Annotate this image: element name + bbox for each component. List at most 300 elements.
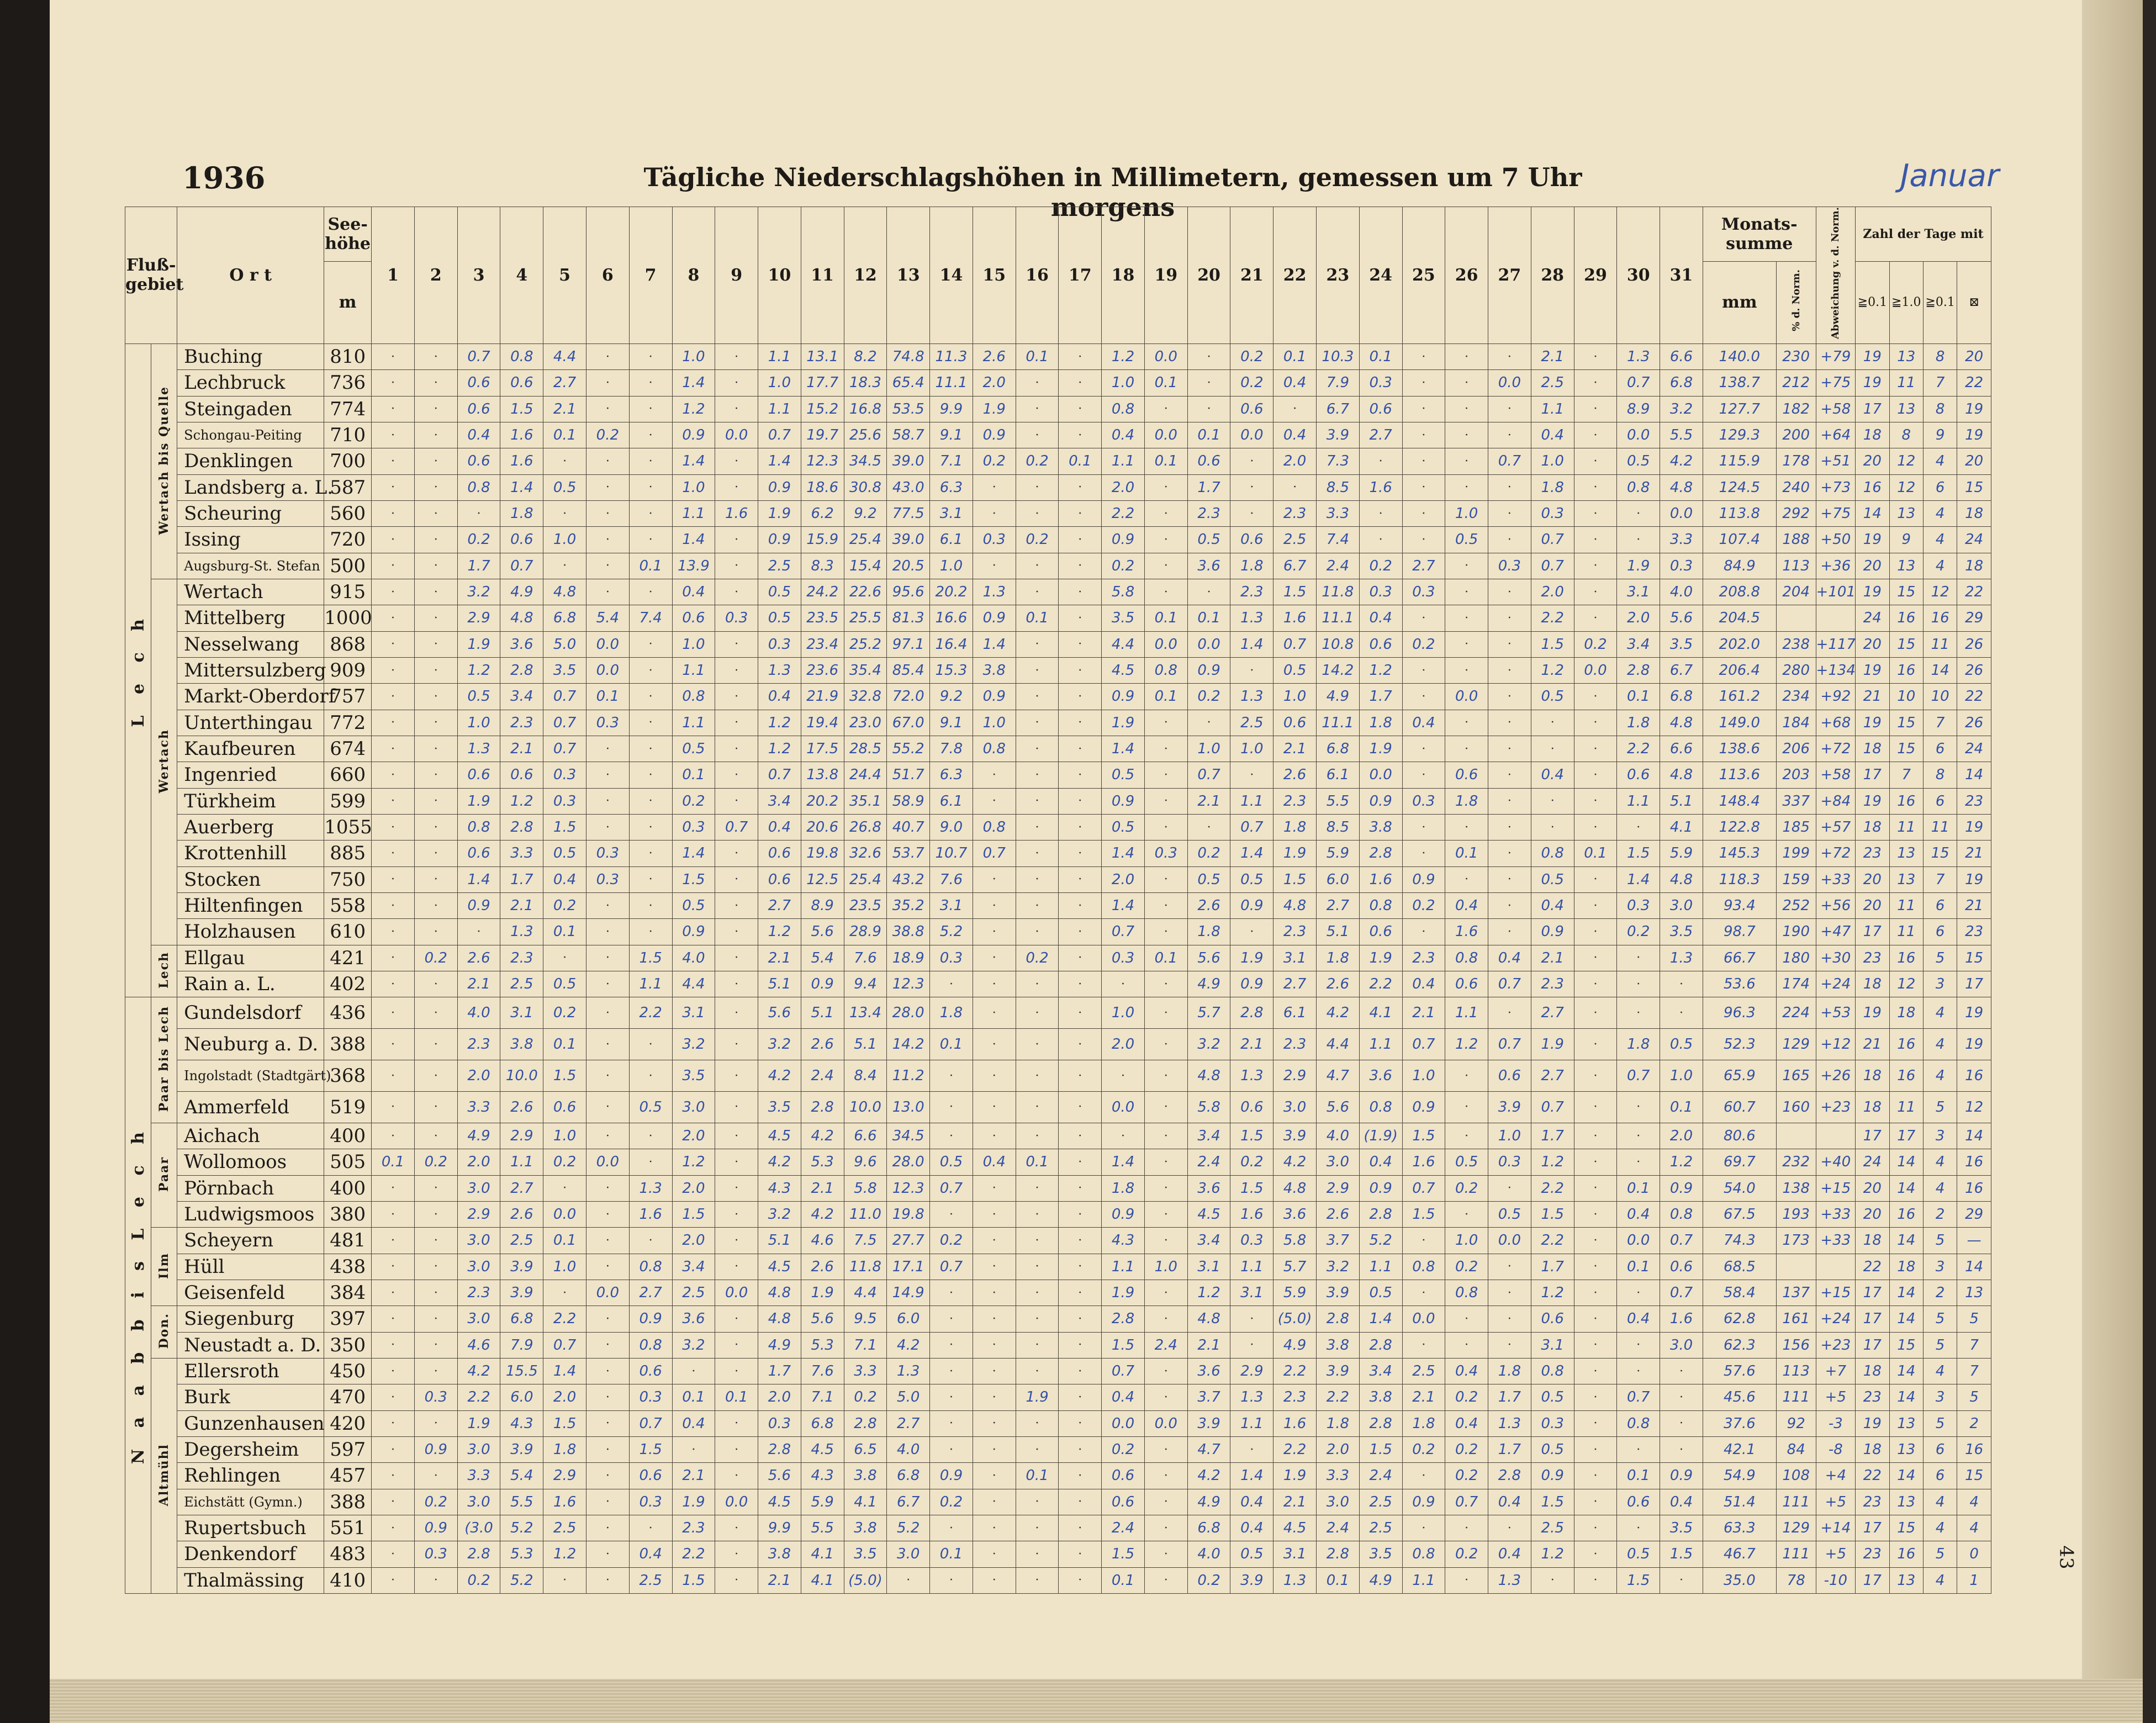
summary-n2: 10 xyxy=(1889,684,1923,710)
daily-value: · xyxy=(543,448,586,474)
daily-value: 0.4 xyxy=(758,684,801,710)
daily-value: 7.6 xyxy=(801,1358,844,1384)
daily-value: 4.9 xyxy=(758,1332,801,1358)
daily-value: 0.1 xyxy=(930,1029,973,1060)
daily-value: 2.6 xyxy=(973,343,1016,369)
station-name: Geisenfeld xyxy=(177,1280,324,1306)
daily-value: · xyxy=(586,1091,629,1123)
table-row xyxy=(125,1410,1991,1436)
daily-value: · xyxy=(1144,997,1187,1029)
daily-value: 2.0 xyxy=(1102,866,1145,892)
summary-mm: 45.6 xyxy=(1703,1384,1776,1410)
daily-value: · xyxy=(1273,396,1317,422)
summary-n3: 6 xyxy=(1923,1463,1957,1489)
daily-value: · xyxy=(586,892,629,918)
daily-value: · xyxy=(1016,736,1059,762)
daily-value: 1.5 xyxy=(1102,1332,1145,1358)
daily-value: · xyxy=(586,448,629,474)
daily-value: 3.6 xyxy=(1273,1201,1317,1227)
daily-value: 2.2 xyxy=(1531,605,1574,631)
daily-value: 3.3 xyxy=(457,1463,500,1489)
daily-value: 0.4 xyxy=(1445,1410,1488,1436)
daily-value: 6.5 xyxy=(844,1436,887,1462)
daily-value: · xyxy=(629,631,672,657)
daily-value: 9.9 xyxy=(758,1515,801,1541)
summary-a: +57 xyxy=(1816,814,1856,840)
daily-value: 3.5 xyxy=(1359,1541,1402,1567)
daily-value: 1.4 xyxy=(1102,841,1145,866)
daily-value: 0.8 xyxy=(629,1254,672,1280)
summary-n4: 23 xyxy=(1957,919,1991,945)
daily-value: 0.7 xyxy=(758,422,801,448)
summary-mm: 208.8 xyxy=(1703,579,1776,605)
daily-value: · xyxy=(1488,866,1531,892)
station-elevation: 700 xyxy=(324,448,372,474)
summary-n3: 16 xyxy=(1923,605,1957,631)
daily-value: 2.7 xyxy=(629,1280,672,1306)
daily-value: 0.6 xyxy=(500,527,543,553)
daily-value: · xyxy=(930,1280,973,1306)
summary-a: +33 xyxy=(1816,1228,1856,1254)
daily-value: 2.8 xyxy=(758,1436,801,1462)
daily-value: · xyxy=(1574,422,1617,448)
daily-value: 3.0 xyxy=(457,1489,500,1515)
daily-value: · xyxy=(1488,919,1531,945)
daily-value: 1.6 xyxy=(1445,919,1488,945)
summary-n2: 12 xyxy=(1889,474,1923,500)
daily-value: 2.7 xyxy=(500,1175,543,1201)
daily-value: 51.7 xyxy=(887,762,930,788)
daily-value: 0.9 xyxy=(1187,657,1230,683)
daily-value: 3.3 xyxy=(1660,527,1703,553)
daily-value: 1.1 xyxy=(1531,396,1574,422)
daily-value: · xyxy=(1531,1567,1574,1594)
daily-value: 0.5 xyxy=(1531,1436,1574,1462)
daily-value: 2.0 xyxy=(1102,474,1145,500)
daily-value: · xyxy=(930,1306,973,1332)
daily-value: 0.6 xyxy=(1187,448,1230,474)
daily-value: · xyxy=(543,1175,586,1201)
daily-value: 2.7 xyxy=(1531,997,1574,1029)
header-day: 12 xyxy=(844,207,887,344)
summary-n2: 14 xyxy=(1889,1228,1923,1254)
daily-value: 1.0 xyxy=(672,343,715,369)
daily-value: 2.5 xyxy=(500,1228,543,1254)
daily-value: 19.4 xyxy=(801,710,844,736)
daily-value: · xyxy=(973,1384,1016,1410)
daily-value: 5.9 xyxy=(1273,1280,1317,1306)
daily-value: · xyxy=(715,474,758,500)
daily-value: 34.5 xyxy=(887,1123,930,1149)
daily-value: · xyxy=(715,1436,758,1462)
table-row xyxy=(125,762,1991,788)
daily-value: 3.2 xyxy=(1660,396,1703,422)
summary-n2: 13 xyxy=(1889,866,1923,892)
daily-value: 72.0 xyxy=(887,684,930,710)
summary-n3: 5 xyxy=(1923,1332,1957,1358)
daily-value: 3.8 xyxy=(1316,1332,1359,1358)
daily-value: 2.3 xyxy=(1187,500,1230,526)
daily-value: · xyxy=(1144,1436,1187,1462)
year: 1936 xyxy=(182,160,266,195)
daily-value: 2.1 xyxy=(1187,788,1230,814)
summary-n3: 4 xyxy=(1923,1489,1957,1515)
daily-value: · xyxy=(1230,448,1273,474)
summary-a: +24 xyxy=(1816,1306,1856,1332)
daily-value: · xyxy=(629,866,672,892)
station-elevation: 610 xyxy=(324,919,372,945)
daily-value: · xyxy=(586,814,629,840)
summary-a: +53 xyxy=(1816,997,1856,1029)
daily-value: 5.8 xyxy=(1102,579,1145,605)
subbasin-text: Altmühl xyxy=(157,1443,172,1507)
daily-value: · xyxy=(1144,1091,1187,1123)
daily-value: 2.8 xyxy=(1359,1332,1402,1358)
daily-value: 0.3 xyxy=(1359,579,1402,605)
daily-value: 0.6 xyxy=(1488,1060,1531,1092)
daily-value: 2.5 xyxy=(1359,1515,1402,1541)
station-name: Auerberg xyxy=(177,814,324,840)
daily-value: 0.8 xyxy=(457,474,500,500)
daily-value: 0.6 xyxy=(1230,1091,1273,1123)
daily-value: · xyxy=(1488,527,1531,553)
daily-value: · xyxy=(586,1306,629,1332)
daily-value: · xyxy=(1059,892,1102,918)
daily-value: · xyxy=(586,1228,629,1254)
daily-value: 7.4 xyxy=(629,605,672,631)
summary-mm: 113.8 xyxy=(1703,500,1776,526)
daily-value: · xyxy=(1144,1515,1187,1541)
daily-value: 1.6 xyxy=(1402,1149,1445,1175)
summary-n3: 4 xyxy=(1923,1358,1957,1384)
daily-value: 2.3 xyxy=(1273,1029,1317,1060)
daily-value: · xyxy=(414,1029,457,1060)
table-row xyxy=(125,971,1991,997)
summary-a: +84 xyxy=(1816,788,1856,814)
summary-n2: 13 xyxy=(1889,396,1923,422)
station-name: Buching xyxy=(177,343,324,369)
summary-mm: 107.4 xyxy=(1703,527,1776,553)
subbasin-text: Lech xyxy=(157,951,172,989)
daily-value: 7.6 xyxy=(930,866,973,892)
station-elevation: 868 xyxy=(324,631,372,657)
daily-value: 2.6 xyxy=(500,1201,543,1227)
table-row xyxy=(125,1463,1991,1489)
daily-value: 2.2 xyxy=(672,1541,715,1567)
summary-n2: 13 xyxy=(1889,1567,1923,1594)
daily-value: 0.8 xyxy=(457,814,500,840)
table-row xyxy=(125,919,1991,945)
daily-value: 2.2 xyxy=(1531,1175,1574,1201)
daily-value: · xyxy=(1059,1332,1102,1358)
daily-value: 16.4 xyxy=(930,631,973,657)
daily-value: 5.7 xyxy=(1187,997,1230,1029)
summary-a: +79 xyxy=(1816,343,1856,369)
daily-value: · xyxy=(973,1175,1016,1201)
daily-value: · xyxy=(1445,710,1488,736)
daily-value: 3.0 xyxy=(457,1175,500,1201)
daily-value: · xyxy=(1574,710,1617,736)
daily-value: 3.0 xyxy=(1316,1489,1359,1515)
daily-value: 1.4 xyxy=(1102,1149,1145,1175)
daily-value: 3.8 xyxy=(758,1541,801,1567)
daily-value: 0.7 xyxy=(1488,448,1531,474)
station-name: Degersheim xyxy=(177,1436,324,1462)
page-number: 43 xyxy=(2055,1545,2078,1569)
daily-value: 0.3 xyxy=(758,1410,801,1436)
daily-value: 2.0 xyxy=(1316,1436,1359,1462)
daily-value: 13.0 xyxy=(887,1091,930,1123)
daily-value: · xyxy=(543,945,586,971)
daily-value: · xyxy=(973,1228,1016,1254)
daily-value: 1.6 xyxy=(1359,866,1402,892)
daily-value: 0.5 xyxy=(543,474,586,500)
table-row xyxy=(125,814,1991,840)
summary-n1: 24 xyxy=(1856,605,1889,631)
summary-p: 84 xyxy=(1776,1436,1816,1462)
daily-value: 3.8 xyxy=(500,1029,543,1060)
daily-value: 4.8 xyxy=(1660,866,1703,892)
header-seehoehe-unit: m xyxy=(324,261,372,343)
daily-value: 15.4 xyxy=(844,553,887,579)
summary-n2: 16 xyxy=(1889,657,1923,683)
summary-n4: 16 xyxy=(1957,1060,1991,1092)
daily-value: 4.0 xyxy=(887,1436,930,1462)
daily-value: · xyxy=(1574,1410,1617,1436)
daily-value: 1.7 xyxy=(1488,1384,1531,1410)
daily-value: · xyxy=(715,971,758,997)
daily-value: 5.4 xyxy=(801,945,844,971)
daily-value: 5.8 xyxy=(844,1175,887,1201)
daily-value: 0.5 xyxy=(543,841,586,866)
daily-value: 0.2 xyxy=(672,788,715,814)
summary-mm: 37.6 xyxy=(1703,1410,1776,1436)
daily-value: 0.2 xyxy=(414,945,457,971)
daily-value: 3.9 xyxy=(1488,1091,1531,1123)
daily-value: 19.7 xyxy=(801,422,844,448)
station-elevation: 560 xyxy=(324,500,372,526)
daily-value: 1.4 xyxy=(543,1358,586,1384)
subbasin-text: Paar bis Lech xyxy=(157,1006,172,1112)
daily-value: 3.4 xyxy=(672,1254,715,1280)
daily-value: · xyxy=(973,1410,1016,1436)
daily-value: 1.5 xyxy=(1273,866,1317,892)
daily-value: 2.0 xyxy=(457,1060,500,1092)
daily-value: 0.7 xyxy=(1402,1175,1445,1201)
subbasin-label xyxy=(151,1306,177,1359)
daily-value: 1.5 xyxy=(1617,841,1660,866)
daily-value: · xyxy=(1016,1060,1059,1092)
summary-n1: 17 xyxy=(1856,1123,1889,1149)
daily-value: 95.6 xyxy=(887,579,930,605)
daily-value: 0.5 xyxy=(1531,684,1574,710)
summary-p: 173 xyxy=(1776,1228,1816,1254)
daily-value: 0.2 xyxy=(1574,631,1617,657)
summary-n1: 18 xyxy=(1856,1358,1889,1384)
station-elevation: 436 xyxy=(324,997,372,1029)
daily-value: · xyxy=(372,631,415,657)
summary-p: 337 xyxy=(1776,788,1816,814)
table-row xyxy=(125,788,1991,814)
daily-value: 3.0 xyxy=(887,1541,930,1567)
table-row xyxy=(125,448,1991,474)
daily-value: 0.7 xyxy=(1187,762,1230,788)
daily-value: · xyxy=(973,1567,1016,1594)
daily-value: 2.6 xyxy=(801,1254,844,1280)
table-row xyxy=(125,1123,1991,1149)
summary-mm: 206.4 xyxy=(1703,657,1776,683)
summary-p: 108 xyxy=(1776,1463,1816,1489)
daily-value: · xyxy=(715,579,758,605)
station-name: Krottenhill xyxy=(177,841,324,866)
summary-n1: 17 xyxy=(1856,1280,1889,1306)
daily-value: · xyxy=(1445,474,1488,500)
daily-value: 5.5 xyxy=(801,1515,844,1541)
daily-value: · xyxy=(414,1060,457,1092)
daily-value: 7.1 xyxy=(801,1384,844,1410)
daily-value: 0.0 xyxy=(1445,684,1488,710)
daily-value: 15.3 xyxy=(930,657,973,683)
daily-value: 1.4 xyxy=(1102,736,1145,762)
summary-n3: 8 xyxy=(1923,343,1957,369)
daily-value: 0.9 xyxy=(1102,1201,1145,1227)
daily-value: 0.8 xyxy=(1144,657,1187,683)
daily-value: 2.8 xyxy=(500,814,543,840)
daily-value: · xyxy=(414,919,457,945)
daily-value: 0.7 xyxy=(973,841,1016,866)
daily-value: 5.8 xyxy=(1187,1091,1230,1123)
daily-value: · xyxy=(1574,527,1617,553)
daily-value: · xyxy=(1059,1060,1102,1092)
daily-value: 1.0 xyxy=(1445,500,1488,526)
summary-n3: 5 xyxy=(1923,1228,1957,1254)
daily-value: · xyxy=(1488,762,1531,788)
daily-value: 2.1 xyxy=(1273,1489,1317,1515)
daily-value: 35.1 xyxy=(844,788,887,814)
daily-value: · xyxy=(372,710,415,736)
daily-value: 4.3 xyxy=(801,1463,844,1489)
table-row xyxy=(125,1201,1991,1227)
daily-value: · xyxy=(1059,1384,1102,1410)
daily-value: · xyxy=(586,500,629,526)
daily-value: 1.2 xyxy=(1531,1541,1574,1567)
daily-value: · xyxy=(1059,945,1102,971)
daily-value: · xyxy=(1144,1280,1187,1306)
daily-value: · xyxy=(973,919,1016,945)
daily-value: 0.5 xyxy=(1488,1201,1531,1227)
header-day: 2 xyxy=(414,207,457,344)
daily-value: 4.8 xyxy=(1660,710,1703,736)
daily-value: 0.3 xyxy=(586,866,629,892)
daily-value: 23.5 xyxy=(844,892,887,918)
daily-value: 2.1 xyxy=(1531,343,1574,369)
summary-n4: 19 xyxy=(1957,866,1991,892)
daily-value: 3.6 xyxy=(1187,1358,1230,1384)
summary-n2: 18 xyxy=(1889,1254,1923,1280)
daily-value: · xyxy=(1016,1358,1059,1384)
daily-value: 0.1 xyxy=(1187,422,1230,448)
daily-value: · xyxy=(1574,919,1617,945)
summary-p: 193 xyxy=(1776,1201,1816,1227)
daily-value: · xyxy=(372,1123,415,1149)
daily-value: 1.3 xyxy=(1660,945,1703,971)
daily-value: 1.4 xyxy=(973,631,1016,657)
daily-value: 0.9 xyxy=(1102,527,1145,553)
daily-value: 14.2 xyxy=(1316,657,1359,683)
daily-value: 1.0 xyxy=(672,474,715,500)
summary-n3: 7 xyxy=(1923,866,1957,892)
daily-value: 6.8 xyxy=(801,1410,844,1436)
daily-value: · xyxy=(629,448,672,474)
daily-value: · xyxy=(1445,1515,1488,1541)
daily-value: · xyxy=(372,396,415,422)
summary-p: 92 xyxy=(1776,1410,1816,1436)
station-name: Gundelsdorf xyxy=(177,997,324,1029)
daily-value: · xyxy=(930,1384,973,1410)
daily-value: 6.1 xyxy=(930,527,973,553)
daily-value: 7.4 xyxy=(1316,527,1359,553)
daily-value: 0.6 xyxy=(1102,1463,1145,1489)
daily-value: · xyxy=(1402,527,1445,553)
daily-value: · xyxy=(629,370,672,396)
daily-value: · xyxy=(586,945,629,971)
daily-value: 5.6 xyxy=(758,1463,801,1489)
daily-value: 2.5 xyxy=(543,1515,586,1541)
daily-value: 4.8 xyxy=(758,1280,801,1306)
summary-mm: 62.8 xyxy=(1703,1306,1776,1332)
daily-value: 0.0 xyxy=(1187,631,1230,657)
daily-value: 20.6 xyxy=(801,814,844,840)
daily-value: · xyxy=(715,1306,758,1332)
header-hail: ⊠ xyxy=(1957,261,1991,343)
daily-value: 53.5 xyxy=(887,396,930,422)
page-header xyxy=(182,158,2005,222)
daily-value: · xyxy=(586,1436,629,1462)
daily-value: 0.6 xyxy=(457,370,500,396)
daily-value: 0.0 xyxy=(1144,422,1187,448)
daily-value: 0.5 xyxy=(1187,527,1230,553)
daily-value: 6.1 xyxy=(1273,997,1317,1029)
station-name: Türkheim xyxy=(177,788,324,814)
daily-value: 0.6 xyxy=(500,370,543,396)
daily-value: 6.0 xyxy=(1316,866,1359,892)
daily-value: · xyxy=(372,500,415,526)
daily-value: 23.6 xyxy=(801,657,844,683)
daily-value: 0.4 xyxy=(1445,892,1488,918)
daily-value: 1.5 xyxy=(543,814,586,840)
daily-value: 2.7 xyxy=(1359,422,1402,448)
daily-value: 0.9 xyxy=(1660,1463,1703,1489)
daily-value: 22.6 xyxy=(844,579,887,605)
summary-p: 238 xyxy=(1776,631,1816,657)
summary-mm: 98.7 xyxy=(1703,919,1776,945)
daily-value: 1.5 xyxy=(629,1436,672,1462)
header-abweichung-text: Abweichung v. d. Norm. xyxy=(1830,207,1842,339)
daily-value: 0.8 xyxy=(1445,945,1488,971)
daily-value: 3.7 xyxy=(1187,1384,1230,1410)
summary-p: 206 xyxy=(1776,736,1816,762)
daily-value: · xyxy=(1359,448,1402,474)
daily-value: 0.1 xyxy=(1660,1091,1703,1123)
daily-value: 4.3 xyxy=(758,1175,801,1201)
daily-value: · xyxy=(1660,1436,1703,1462)
daily-value: · xyxy=(1187,814,1230,840)
daily-value: 18.3 xyxy=(844,370,887,396)
daily-value: · xyxy=(1144,919,1187,945)
daily-value: 0.8 xyxy=(1445,1280,1488,1306)
station-elevation: 1000 xyxy=(324,605,372,631)
table-row xyxy=(125,527,1991,553)
